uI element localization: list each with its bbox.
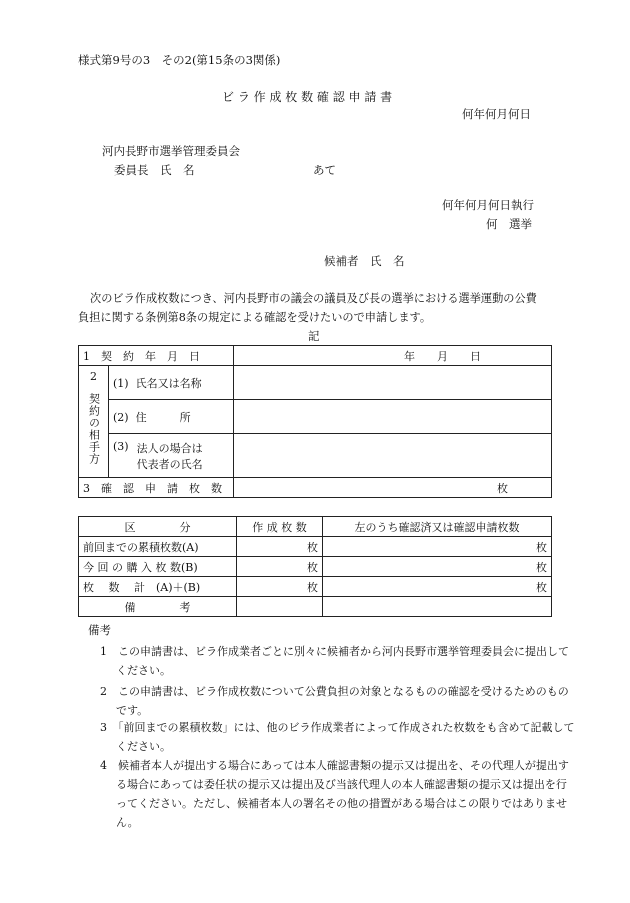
confirm-count-label: 3 確 認 申 請 枚 数 bbox=[79, 478, 234, 498]
party-rep-value[interactable] bbox=[234, 434, 552, 478]
note-item-1: 1 この申請書は、ビラ作成業者ごとに別々に候補者から河内長野市選挙管理委員会に提出してください。 bbox=[100, 645, 569, 677]
note-item-4: 4 候補者本人が提出する場合にあっては本人確認書類の提示又は提出を、その代理人が提出する場合にあっては委任状の提示又は提出及び当該代理人の本人確認書類の提示又は提出を行ってください。ただし、候補者本人の署名その他の措置がある場合はこの限りではありません。 bbox=[100, 759, 569, 829]
row-confirmed-unit: 枚 bbox=[323, 577, 552, 597]
party-rep-num: (3) bbox=[113, 439, 129, 453]
row-confirmed-unit: 枚 bbox=[323, 557, 552, 577]
header-confirmed-count: 左のうち確認済又は確認申請枚数 bbox=[323, 517, 552, 537]
contract-date-label: 1 契 約 年 月 日 bbox=[79, 346, 234, 366]
party-name-label bbox=[109, 366, 234, 400]
addressee-ate: あて bbox=[313, 163, 336, 177]
table-row bbox=[79, 597, 552, 617]
table-row bbox=[79, 434, 552, 478]
contract-table bbox=[78, 345, 552, 498]
contract-date-value: 年 月 日 bbox=[234, 346, 552, 366]
row-confirmed-unit: 枚 bbox=[323, 537, 552, 557]
contract-party-label: 契約の相手方 bbox=[87, 393, 101, 465]
table-row bbox=[79, 557, 552, 577]
confirm-count-unit: 枚 bbox=[234, 478, 552, 498]
note-item-2: 2 この申請書は、ビラ作成枚数について公費負担の対象となるものの確認を受けるためのものです。 bbox=[100, 685, 569, 717]
note-item-3: 3 「前回までの累積枚数」には、他のビラ作成業者によって作成された枚数をも含めて記載してください。 bbox=[100, 721, 575, 753]
party-rep-label bbox=[109, 434, 234, 478]
row-confirmed-unit bbox=[323, 597, 552, 617]
header-made-count: 作 成 枚 数 bbox=[237, 517, 323, 537]
row-label: 枚 数 計 (A)＋(B) bbox=[79, 577, 237, 597]
party-name-value[interactable] bbox=[234, 366, 552, 400]
table-row bbox=[79, 577, 552, 597]
party-name-text: 氏名又は名称 bbox=[135, 376, 202, 390]
row-label: 今 回 の 購 入 枚 数(B) bbox=[79, 557, 237, 577]
form-number: 様式第9号の3 その2(第15条の3関係) bbox=[78, 53, 281, 67]
request-body-text: 次のビラ作成枚数につき、河内長野市の議会の議員及び長の選挙における選挙運動の公費負担に関する条例第8条の規定による確認を受けたいので申請します。 bbox=[78, 292, 537, 324]
election-date: 何年何月何日執行 bbox=[442, 198, 534, 212]
party-name-num: (1) bbox=[113, 376, 129, 390]
row-made-unit: 枚 bbox=[237, 557, 323, 577]
row-label: 備 考 bbox=[79, 597, 237, 617]
ki-label: 記 bbox=[308, 329, 320, 343]
party-rep-text-1: 法人の場合は bbox=[136, 441, 203, 455]
addressee-chair: 委員長 氏 名 bbox=[114, 163, 195, 177]
candidate-name: 候補者 氏 名 bbox=[324, 254, 405, 268]
election-name: 何 選挙 bbox=[486, 217, 532, 231]
addressee-org: 河内長野市選挙管理委員会 bbox=[102, 144, 240, 158]
table-row bbox=[79, 366, 552, 400]
notes-heading: 備考 bbox=[88, 623, 111, 637]
count-table bbox=[78, 516, 552, 617]
party-rep-text-2: 代表者の氏名 bbox=[136, 457, 203, 471]
document-date: 何年何月何日 bbox=[462, 107, 531, 121]
contract-party-number: 2 bbox=[90, 370, 97, 383]
table-row bbox=[79, 537, 552, 557]
table-header-row bbox=[79, 517, 552, 537]
contract-party-cell bbox=[79, 366, 109, 478]
header-category: 区 分 bbox=[79, 517, 237, 537]
party-address-num: (2) bbox=[113, 410, 129, 424]
row-made-unit: 枚 bbox=[237, 577, 323, 597]
table-row bbox=[79, 478, 552, 498]
row-made-unit bbox=[237, 597, 323, 617]
row-label: 前回までの累積枚数(A) bbox=[79, 537, 237, 557]
party-address-value[interactable] bbox=[234, 400, 552, 434]
table-row bbox=[79, 346, 552, 366]
document-title: ビ ラ 作 成 枚 数 確 認 申 請 書 bbox=[222, 90, 393, 104]
party-address-label bbox=[109, 400, 234, 434]
row-made-unit: 枚 bbox=[237, 537, 323, 557]
party-address-text: 住 所 bbox=[135, 410, 191, 424]
table-row bbox=[79, 400, 552, 434]
